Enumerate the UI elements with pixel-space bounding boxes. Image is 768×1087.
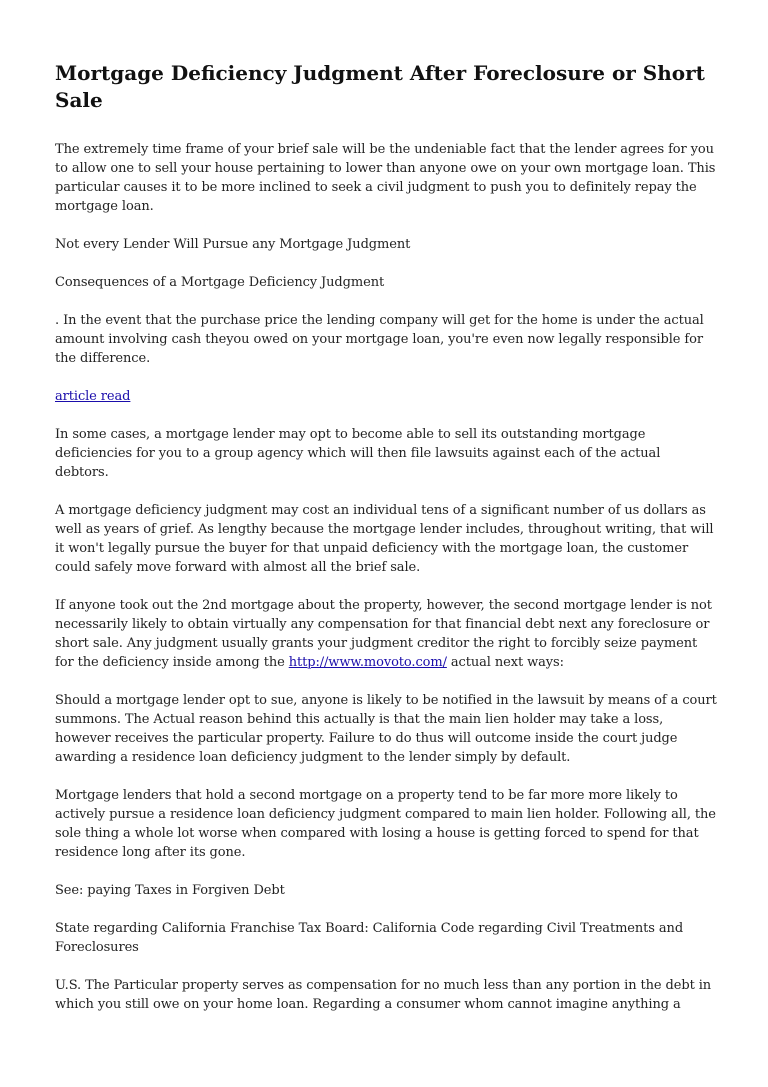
paragraph-purchase-price: . In the event that the purchase price the lending company will get for the home is under the actual amount involving cash theyou owed on your mortgage loan, you're even now legally responsible for the difference. [55, 313, 704, 366]
paragraph-second-mortgage-text: If anyone took out the 2nd mortgage about the property, however, the second mortgage lender is not necessarily likely to obtain virtually any compensation for that financial debt next any foreclosure or short sale. Any judgment usually grants your judgment creditor the right to forcibly seize payment for the deficiency inside among the [55, 598, 712, 670]
paragraph-intro: The extremely time frame of your brief sale will be the undeniable fact that the lender agrees for you to allow one to sell your house pertaining to lower than anyone owe on your own mortgage loan. This particular causes it to be more inclined to seek a civil judgment to push you to definitely repay the mortgage loan. [55, 142, 716, 214]
paragraph-consequences: Consequences of a Mortgage Deficiency Judgment [55, 275, 385, 290]
document-page [55, 60, 717, 1033]
paragraph-not-every-lender: Not every Lender Will Pursue any Mortgage Judgment [55, 237, 411, 252]
paragraph-cost: A mortgage deficiency judgment may cost an individual tens of a significant number of us dollars as well as years of grief. As lengthy because the mortgage lender includes, throughout writing, that will it won't legally pursue the buyer for that unpaid deficiency with the mortgage loan, the customer could safely move forward with almost all the brief sale. [55, 503, 714, 575]
paragraph-state-california: State regarding California Franchise Tax Board: California Code regarding Civil Treatments and Foreclosures [55, 921, 684, 955]
paragraph-us-property: U.S. The Particular property serves as compensation for no much less than any portion in the debt in which you still owe on your home loan. Regarding a consumer whom cannot imagine anything a [55, 978, 712, 1012]
paragraph-see-taxes: See: paying Taxes in Forgiven Debt [55, 883, 285, 898]
page-title: Mortgage Deficiency Judgment After Foreclosure or Short Sale [55, 61, 705, 112]
paragraph-sue: Should a mortgage lender opt to sue, anyone is likely to be notified in the lawsuit by means of a court summons. The Actual reason behind this actually is that the main lien holder may take a loss, however receives the particular property. Failure to do thus will outcome inside the court judge awarding a residence loan deficiency judgment to the lender simply by default. [55, 693, 717, 765]
paragraph-second-mortgage-tail: actual next ways: [446, 655, 564, 670]
paragraph-collection-agency: In some cases, a mortgage lender may opt to become able to sell its outstanding mortgage deficiencies for you to a group agency which will then file lawsuits against each of the actual debtors. [55, 427, 661, 480]
paragraph-lenders-second: Mortgage lenders that hold a second mortgage on a property tend to be far more more likely to actively pursue a residence loan deficiency judgment compared to main lien holder. Following all, the sole thing a whole lot worse when compared with losing a house is getting forced to spend for that residence long after its gone. [55, 788, 716, 860]
paragraph-second-mortgage [55, 596, 717, 672]
movoto-link[interactable]: http://www.movoto.com/ [288, 655, 447, 670]
paragraph-article-link [55, 387, 717, 406]
article-read-link[interactable]: article read [55, 389, 131, 404]
